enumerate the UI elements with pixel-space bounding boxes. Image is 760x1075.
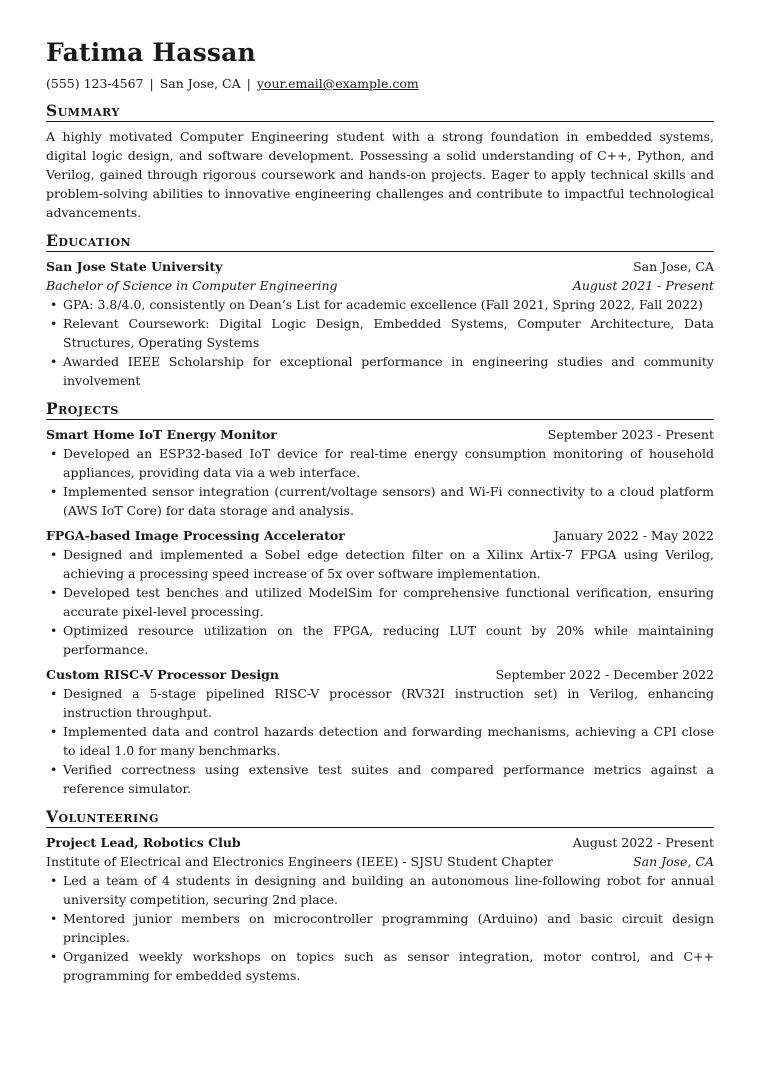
section-title-volunteering: Volunteering [46,808,714,828]
list-item: • Relevant Coursework: Digital Logic Design, Embedded Systems, Computer Architecture, Data Structures, Operating Systems [46,314,714,352]
summary-text: A highly motivated Computer Engineering student with a strong foundation in embedded systems, digital logic design, and software development. Possessing a solid understanding of C++, Python, and Verilog, gained through rigorous coursework and hands-on projects. Eager to apply technical skills and problem-solving abilities to innovative engineering challenges and contribute to impactful technological advancements. [46,129,714,220]
section-title-summary: Summary [46,102,714,122]
project-header-row [46,665,714,684]
volunteering-section [46,808,714,985]
project-entry [46,425,714,520]
location-text: San Jose, CA [159,76,241,91]
list-item: • Led a team of 4 students in designing and building an autonomous line-following robot for annual university competition, securing 2nd place. [46,871,714,909]
projects-section [46,400,714,798]
list-item: • Verified correctness using extensive test suites and compared performance metrics against a reference simulator. [46,760,714,798]
education-degree-row [46,276,714,295]
volunteer-location: San Jose, CA [633,854,714,869]
project-name: Custom RISC-V Processor Design [46,667,279,682]
volunteering-org-row [46,852,714,871]
volunteer-organization: Institute of Electrical and Electronics Engineers (IEEE) - SJSU Student Chapter [46,854,553,869]
volunteering-bullets [46,871,714,985]
section-title-projects: Projects [46,400,714,420]
project-dates: January 2022 - May 2022 [553,528,714,543]
list-item: • Developed test benches and utilized ModelSim for comprehensive functional verification, ensuring accurate pixel-level processing. [46,583,714,621]
project-bullets [46,545,714,659]
project-header-row [46,526,714,545]
phone-number: (555) 123-4567 [46,76,144,91]
volunteer-role: Project Lead, Robotics Club [46,835,241,850]
project-bullets [46,444,714,520]
project-dates: September 2022 - December 2022 [495,667,714,682]
education-section [46,232,714,390]
project-bullets [46,684,714,798]
education-entry [46,257,714,390]
project-dates: September 2023 - Present [547,427,714,442]
resume-page [46,38,714,987]
list-item: • Awarded IEEE Scholarship for exceptional performance in engineering studies and community involvement [46,352,714,390]
section-title-education: Education [46,232,714,252]
list-item: • Organized weekly workshops on topics such as sensor integration, motor control, and C++ programming for embedded systems. [46,947,714,985]
summary-section [46,102,714,222]
list-item: • Mentored junior members on microcontroller programming (Arduino) and basic circuit design principles. [46,909,714,947]
list-item: • Designed and implemented a Sobel edge detection filter on a Xilinx Artix-7 FPGA using Verilog, achieving a processing speed increase of 5x over software implementation. [46,545,714,583]
contact-separator: | [246,76,251,91]
education-bullets [46,295,714,390]
degree-name: Bachelor of Science in Computer Engineering [46,278,338,293]
education-header-row [46,257,714,276]
contact-line [46,76,714,92]
list-item: • Developed an ESP32-based IoT device for real-time energy consumption monitoring of household appliances, providing data via a web interface. [46,444,714,482]
institution-location: San Jose, CA [633,259,714,274]
list-item: • Implemented sensor integration (current/voltage sensors) and Wi-Fi connectivity to a cloud platform (AWS IoT Core) for data storage and analysis. [46,482,714,520]
degree-dates: August 2021 - Present [572,278,714,293]
volunteer-dates: August 2022 - Present [572,835,714,850]
volunteering-header-row [46,833,714,852]
list-item: • Optimized resource utilization on the FPGA, reducing LUT count by 20% while maintaining performance. [46,621,714,659]
project-header-row [46,425,714,444]
email-link[interactable]: your.email@example.com [256,76,419,91]
candidate-name: Fatima Hassan [46,38,256,67]
contact-separator: | [149,76,154,91]
volunteering-entry [46,833,714,985]
institution-name: San Jose State University [46,259,223,274]
project-entry [46,665,714,798]
list-item: • GPA: 3.8/4.0, consistently on Dean’s List for academic excellence (Fall 2021, Spring 2022, Fall 2022) [46,295,714,314]
project-name: Smart Home IoT Energy Monitor [46,427,277,442]
list-item: • Designed a 5-stage pipelined RISC-V processor (RV32I instruction set) in Verilog, enhancing instruction throughput. [46,684,714,722]
list-item: • Implemented data and control hazards detection and forwarding mechanisms, achieving a CPI close to ideal 1.0 for many benchmarks. [46,722,714,760]
project-entry [46,526,714,659]
project-name: FPGA-based Image Processing Accelerator [46,528,345,543]
